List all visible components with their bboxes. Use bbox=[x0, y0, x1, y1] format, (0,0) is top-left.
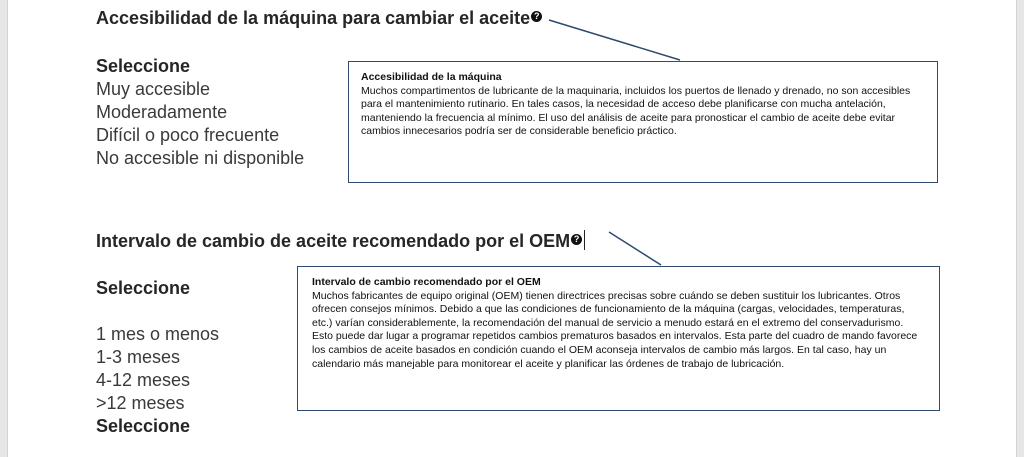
section1-option[interactable]: Moderadamente bbox=[96, 102, 228, 122]
question-circle-icon[interactable]: ? bbox=[531, 11, 542, 22]
section1-option[interactable]: Muy accesible bbox=[96, 79, 211, 99]
section2-option[interactable]: 4-12 meses bbox=[96, 370, 191, 390]
section2-option[interactable]: 1-3 meses bbox=[96, 347, 181, 367]
document-page bbox=[8, 0, 1016, 457]
section2-note-body: Muchos fabricantes de equipo original (OEM) tienen directrices precisas sobre cuándo se deben sustituir los lubricantes. Otros ofrecen consejos mínimos. Debido a que las condiciones de funcionamiento de la máquina (cargas, velocidades, temperaturas, etc.) varían considerablemente, la recomendación del manual de servicio a menudo estará en el extremo del conservadurismo. Esto puede dar lugar a programar repetidos cambios prematuros basados en intervalos. Esta parte del cuadro de mando favorece los cambios de aceite basados en condición cuando el OEM aconseja intervalos de cambio más largos. En tal caso, hay un calendario más manejable para monitorear el aceite y planificar las órdenes de trabajo de lubricación. bbox=[312, 289, 918, 370]
section1-note-body: Muchos compartimentos de lubricante de la maquinaria, incluidos los puertos de llenado y drenado, no son accesibles para el mantenimiento rutinario. En tales casos, la necesidad de acceso debe planificarse con mucha antelación, manteniendo la frecuencia al mínimo. El uso del análisis de aceite para pronosticar el cambio de aceite debe evitar cambios innecesarios podría ser de considerable beneficio práctico. bbox=[361, 84, 911, 138]
note-connectors bbox=[8, 0, 1016, 457]
section1-heading-text: Accesibilidad de la máquina para cambiar el aceite bbox=[96, 8, 531, 28]
section2-heading-text: Intervalo de cambio de aceite recomendado por el OEM bbox=[96, 231, 571, 251]
section2-option[interactable]: >12 meses bbox=[96, 393, 185, 413]
section2-option[interactable]: 1 mes o menos bbox=[96, 324, 220, 344]
section2-select-label-bottom[interactable]: Seleccione bbox=[96, 416, 191, 436]
section1-connector-line bbox=[549, 20, 680, 60]
question-circle-icon[interactable]: ? bbox=[571, 234, 582, 245]
section2-note-title: Intervalo de cambio recomendado por el OEM bbox=[312, 276, 541, 288]
section2-connector-line bbox=[609, 232, 661, 265]
section1-option[interactable]: Difícil o poco frecuente bbox=[96, 125, 280, 145]
section1-select-label[interactable]: Seleccione bbox=[96, 56, 191, 76]
section1-note-title: Accesibilidad de la máquina bbox=[361, 71, 502, 83]
section2-select-label[interactable]: Seleccione bbox=[96, 278, 191, 298]
section1-option[interactable]: No accesible ni disponible bbox=[96, 148, 305, 168]
